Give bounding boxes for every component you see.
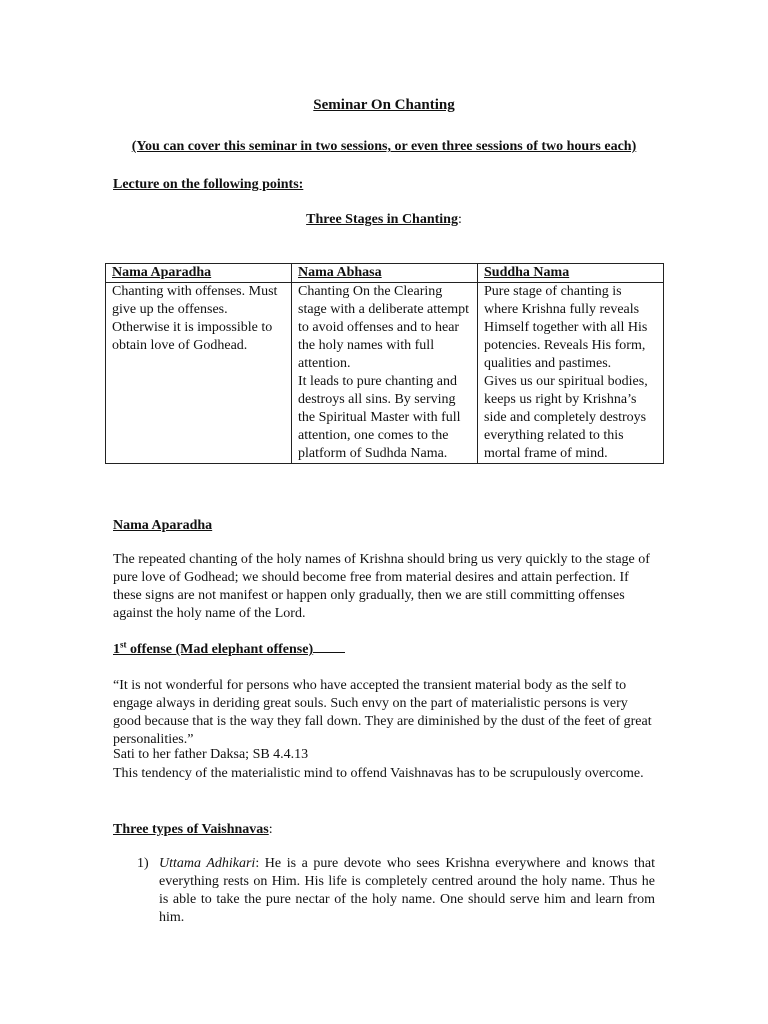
- header-suddha-nama: Suddha Nama: [478, 264, 664, 283]
- quote-source: Sati to her father Daksa; SB 4.4.13: [113, 747, 309, 762]
- cell-text: Chanting On the Clearing stage with a deliberate attempt to avoid offenses and to hear the holy names with full attention.: [298, 284, 470, 371]
- cell-text: Pure stage of chanting is where Krishna fully reveals Himself together with all His potencies. Reveals His form, qualities and pastimes.: [484, 284, 648, 371]
- list-item-number: 1): [137, 856, 149, 871]
- list-item-text: He is a pure devote who sees Krishna everywhere and knows that everything rests on Him. His life is completely centred around the holy name. Thus he is able to take the pure nectar of the holy name. One should serve him and learn from him.: [159, 856, 655, 925]
- offense-ordinal: st: [120, 639, 127, 650]
- cell-suddha-nama: [478, 283, 664, 464]
- chanting-stages-table: [105, 263, 664, 464]
- list-item: [159, 855, 655, 927]
- list-item-term: Uttama Adhikari: [159, 856, 256, 871]
- offense-number: 1: [113, 642, 120, 657]
- page-title: Seminar On Chanting: [313, 97, 455, 113]
- cell-text: Chanting with offenses. Must give up the offenses. Otherwise it is impossible to obtain love of Godhead.: [112, 284, 278, 353]
- underline-trail: [313, 640, 345, 653]
- list-item-term-colon: :: [255, 856, 260, 871]
- cell-text-continued: Gives us our spiritual bodies, keeps us right by Krishna’s side and completely destroys everything related to this mortal frame of mind.: [484, 374, 648, 461]
- header-nama-aparadha: Nama Aparadha: [106, 264, 292, 283]
- tendency-paragraph: This tendency of the materialistic mind to offend Vaishnavas has to be scrupulously overcome.: [113, 766, 644, 781]
- nama-aparadha-heading: Nama Aparadha: [113, 518, 213, 533]
- table-row: [106, 283, 664, 464]
- offense-heading: [113, 640, 658, 659]
- cell-text-continued: It leads to pure chanting and destroys all sins. By serving the Spiritual Master with full attention, one comes to the platform of Sudhda Nama.: [298, 374, 461, 461]
- quote-paragraph: “It is not wonderful for persons who have accepted the transient material body as the self to engage always in deriding great souls. Such envy on the part of materialistic persons is very good because that is the way they fall down. They are diminished by the dust of the feet of great personalities.”: [113, 678, 652, 747]
- header-nama-abhasa: Nama Abhasa: [292, 264, 478, 283]
- stages-heading-line: [0, 211, 768, 229]
- session-note: (You can cover this seminar in two sessions, or even three sessions of two hours each): [131, 139, 637, 154]
- stages-heading: Three Stages in Chanting: [306, 212, 458, 227]
- stages-heading-colon: :: [457, 212, 462, 227]
- types-heading-colon: :: [268, 822, 273, 837]
- types-heading: Three types of Vaishnavas: [113, 822, 269, 837]
- nama-aparadha-paragraph: The repeated chanting of the holy names of Krishna should bring us very quickly to the stage of pure love of Godhead; we should become free from material desires and attain perfection. If these signs are not manifest or happen only gradually, then we are still committing offenses against the holy name of the Lord.: [113, 552, 650, 621]
- offense-label: offense (Mad elephant offense): [126, 642, 314, 657]
- cell-nama-abhasa: [292, 283, 478, 464]
- types-heading-line: [113, 821, 658, 839]
- lecture-heading: Lecture on the following points:: [113, 177, 304, 192]
- table-header-row: [106, 264, 664, 283]
- cell-nama-aparadha: [106, 283, 292, 464]
